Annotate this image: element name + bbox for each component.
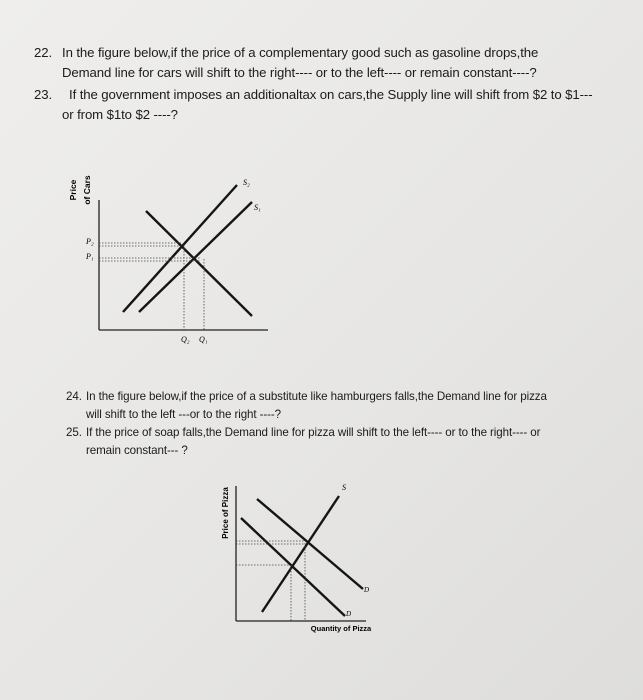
label-d-lower: D bbox=[346, 610, 352, 618]
label-s: S bbox=[342, 483, 346, 492]
question-number: 23. bbox=[34, 87, 53, 102]
y-axis-label: Price bbox=[68, 179, 78, 201]
x-axis-label: Quantity of Pizza bbox=[310, 624, 372, 633]
label-p2: P₂ bbox=[86, 237, 94, 246]
label-s2: S₂ bbox=[243, 178, 250, 187]
question-text-line2: or from $1to $2 ----? bbox=[62, 107, 178, 122]
question-text-line2: remain constant--- ? bbox=[86, 443, 188, 457]
question-number: 22. bbox=[34, 45, 53, 60]
question-number: 25. bbox=[66, 426, 82, 439]
question-number: 24. bbox=[66, 390, 82, 403]
question-text-line1: If the price of soap falls,the Demand line for pizza will shift to the left---- or to the right---- or bbox=[86, 426, 541, 439]
label-s1: S₁ bbox=[254, 203, 261, 212]
y-axis-label: Price of Pizza bbox=[221, 487, 230, 539]
label-q2: Q₂ bbox=[181, 335, 190, 344]
label-p1: P₁ bbox=[86, 252, 94, 261]
label-d-upper: D bbox=[364, 586, 370, 594]
demand-line-lower bbox=[241, 518, 345, 616]
question-text-line2: Demand line for cars will shift to the right---- or to the left---- or remain constant----? bbox=[62, 65, 537, 80]
question-text-line1: In the figure below,if the price of a complementary good such as gasoline drops,the bbox=[62, 45, 539, 60]
question-text-line2: will shift to the left ---or to the right ----? bbox=[86, 407, 282, 421]
question-text-line1: If the government imposes an additionaltax on cars,the Supply line will shift from $2 to $1--- bbox=[69, 87, 593, 102]
question-text-line1: In the figure below,if the price of a substitute like hamburgers falls,the Demand line for pizza bbox=[86, 390, 547, 403]
y-axis-label: of Cars bbox=[82, 175, 92, 205]
label-q1: Q₁ bbox=[199, 335, 208, 344]
